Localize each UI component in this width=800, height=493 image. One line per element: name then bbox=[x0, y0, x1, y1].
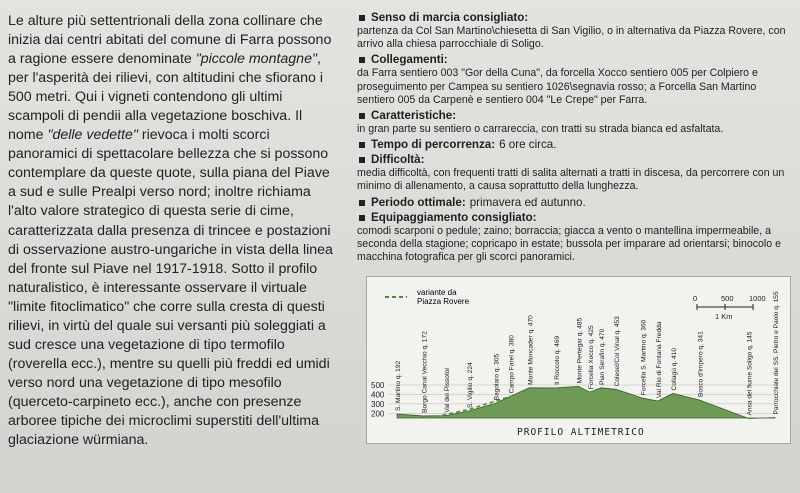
elevation-profile-graphic bbox=[367, 277, 790, 443]
section-text: partenza da Col San Martino\chiesetta di San Vigilio, o in alternativa da Piazza Rovere, con arrivo alla chiesa parrocchiale di Soligo. bbox=[357, 25, 786, 51]
section-tempo bbox=[357, 138, 787, 152]
scale-unit: 1 Km bbox=[715, 312, 733, 321]
point-label: S. Vigilio q. 224 bbox=[466, 362, 474, 409]
section-text: media difficoltà, con frequenti tratti di salita alternati a tratti in discesa, da percorrere con un minimo di allenamento, a causa soprattutto della lunghezza. bbox=[357, 167, 785, 193]
profile-shape bbox=[397, 386, 775, 418]
point-label: Colesel/Col Vinal q. 453 bbox=[614, 316, 622, 387]
point-label: Parrocchiale dei SS. Pietro e Paolo q. 155 bbox=[773, 291, 780, 415]
point-label: Bosco d'Impero q. 341 bbox=[697, 331, 705, 397]
point-label: Campo Farel q. 380 bbox=[508, 335, 516, 394]
elevation-profile bbox=[366, 276, 791, 444]
legend bbox=[385, 288, 470, 306]
bullet-icon bbox=[359, 142, 365, 148]
point-label: Forcella S. Martino q. 360 bbox=[640, 319, 648, 396]
point-label: Val dei Pissotoi bbox=[444, 368, 452, 413]
point-label: Bagolaro q. 305 bbox=[493, 353, 501, 401]
section-title: Periodo ottimale: bbox=[371, 195, 466, 209]
bullet-icon bbox=[359, 215, 365, 221]
section-title: Caratteristiche: bbox=[371, 109, 457, 123]
description-column bbox=[8, 12, 338, 450]
legend-text: variante da Piazza Rovere bbox=[417, 288, 470, 306]
point-label: Ansa del fiume Soligo q. 145 bbox=[746, 331, 754, 416]
bullet-icon bbox=[359, 57, 365, 63]
point-label: Borgo Canal Vecchio q. 172 bbox=[421, 331, 429, 413]
bullet-icon bbox=[359, 157, 365, 163]
section-value: 6 ore circa. bbox=[499, 138, 557, 152]
y-tick-label: 500 bbox=[371, 381, 385, 390]
trail-info-column bbox=[357, 11, 787, 266]
point-label: S. Martino q. 192 bbox=[395, 360, 402, 412]
section-periodo bbox=[357, 196, 787, 210]
scale-label: 0 bbox=[693, 294, 698, 303]
point-label: Pian Serafin q. 470 bbox=[599, 328, 607, 385]
section-text: comodi scarponi o pedule; zaino; borraccia; giacca a vento o mantellina impermeabile, a seconda della stagione; copricapo in estate; bussola per imparare ad orientarsi; binocolo e macchina fotografica per gli scorci panoramici. bbox=[357, 224, 782, 264]
y-tick-label: 300 bbox=[371, 399, 385, 409]
section-title: Collegamenti: bbox=[371, 53, 448, 67]
section-value: primavera ed autunno. bbox=[469, 195, 586, 209]
bullet-icon bbox=[359, 200, 365, 206]
point-label: Forcella Xocco q. 425 bbox=[587, 325, 595, 390]
scale-label: 500 bbox=[721, 294, 734, 303]
point-label: Monte Moncader q. 470 bbox=[527, 315, 535, 385]
section-title: Senso di marcia consigliato: bbox=[371, 11, 529, 24]
section-senso-di-marcia bbox=[357, 11, 787, 51]
point-label: Monte Pertegar q. 485 bbox=[576, 317, 584, 384]
profile-title: PROFILO ALTIMETRICO bbox=[517, 427, 645, 438]
scale-label: 1000 bbox=[749, 294, 766, 303]
description-text: Le alture più settentrionali della zona collinare che inizia dai centri abitati del comune di Farra possono a ragione essere denominate "piccole montagne", per l'asperità dei rilievi, con altitudini che sfiorano i 500 metri. Qui i vigneti contendono gli ultimi scampoli di pendii alla vegetazione boschiva. Il nome "delle vedette" rievoca i molti scorci panoramici di spettacolare bellezza che si possono contemplare da queste quote, sulla piana del Piave a sud e sulle Prealpi verso nord; inoltre richiama l'alto valore strategico di questa serie di cime, caratterizzata dalla presenza di trincee e postazioni di osservazione austro-ungariche in vista della linea del fronte sul Piave nel 1917-1918. Sotto il profilo naturalistico, è interessante osservare il virtuale "limite fitoclimatico" che corre sulla cresta di questi rilievi, in virtù del quale sui versanti più soleggiati a sud cresce una vegetazione di tipo termofilo (roverella ecc.), mentre su quelli più freddi ed umidi verso nord una vegetazione di tipo mesofilo (querceto-carpineto ecc.), anche con presenze arboree tipiche dei microclimi superstiti dell'ultima glaciazione würmiana. bbox=[8, 13, 333, 449]
profile-area bbox=[397, 386, 775, 418]
section-text: da Farra sentiero 003 "Gor della Cuna", da forcella Xocco sentiero 005 per Colpiero e proseguimento per Campea su sentiero 1026\segnavia rosso; a Forcella San Martino sentiero 005 da Carpenè e sentiero 004 "Le Crepe" per Farra. bbox=[357, 67, 758, 106]
y-tick-label: 200 bbox=[371, 409, 385, 419]
scale-bar bbox=[693, 294, 766, 321]
section-text: in gran parte su sentiero o carrareccia, con tratti su strada bianca ed asfaltata. bbox=[357, 123, 724, 136]
y-tick-label: 400 bbox=[371, 390, 385, 400]
point-label: Val Rio di Fontana Fredda bbox=[655, 321, 663, 399]
section-collegamenti bbox=[357, 53, 787, 107]
section-caratteristiche bbox=[357, 109, 787, 136]
point-label: Il Roccolo q. 469 bbox=[553, 335, 561, 385]
section-title: Tempo di percorrenza: bbox=[371, 138, 496, 152]
section-equipaggiamento bbox=[357, 211, 787, 265]
section-title: Equipaggiamento consigliato: bbox=[371, 210, 537, 224]
point-label: Collagù q. 410 bbox=[670, 347, 678, 391]
bullet-icon bbox=[359, 15, 365, 21]
bullet-icon bbox=[359, 113, 365, 119]
section-difficolta bbox=[357, 153, 787, 193]
section-title: Difficoltà: bbox=[371, 153, 425, 167]
